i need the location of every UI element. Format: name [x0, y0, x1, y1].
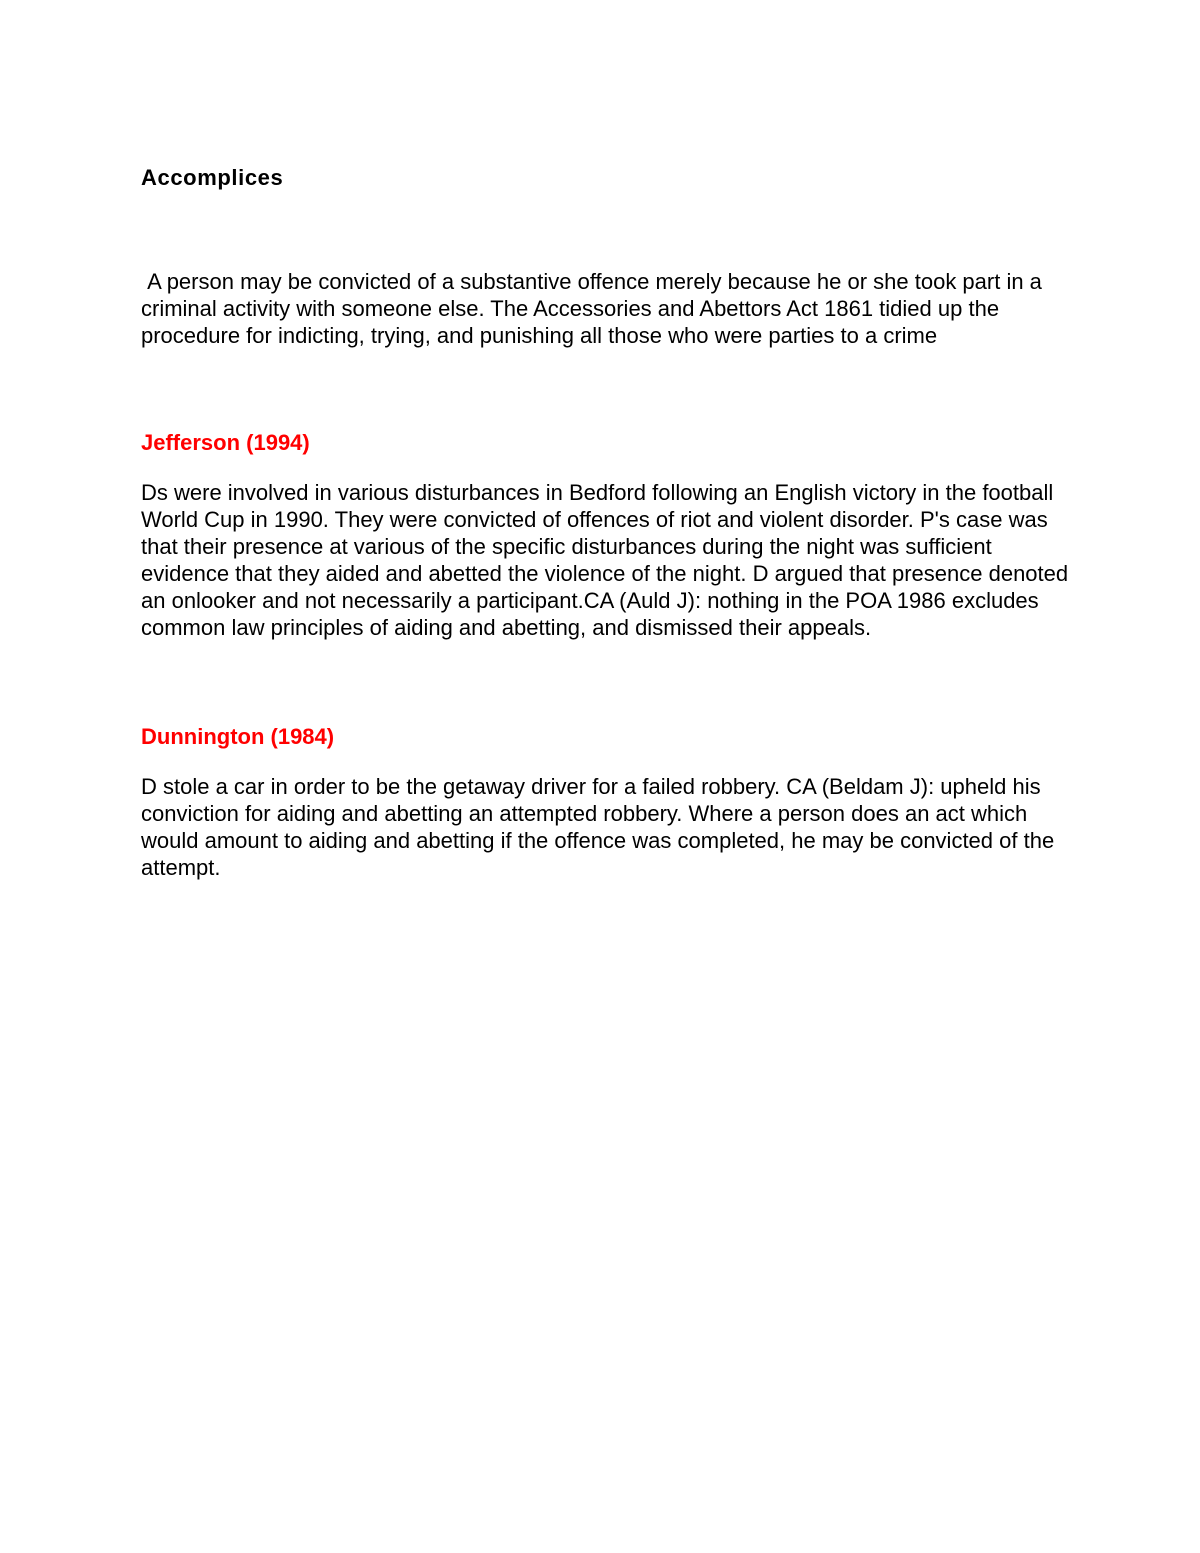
case-summary: Ds were involved in various disturbances in Bedford following an English victory in the football World Cup in 1990. They were convicted of offences of riot and violent disorder. P's case was that their presence at various of the specific disturbances during the night was sufficient evidence that they aided and abetted the violence of the night. D argued that presence denoted an onlooker and not necessarily a participant.CA (Auld J): nothing in the POA 1986 excludes common law principles of aiding and abetting, and dismissed their appeals.	[141, 480, 1069, 640]
document-title: Accomplices	[141, 165, 284, 190]
case-summary: D stole a car in order to be the getaway driver for a failed robbery. CA (Beldam J): upheld his conviction for aiding and abetting an attempted robbery. Where a person does an act which would amount to aiding and abetting if the offence was completed, he may be convicted of the attempt.	[141, 774, 1055, 880]
case-heading: Dunnington (1984)	[141, 724, 335, 749]
intro-paragraph: A person may be convicted of a substantive offence merely because he or she took part in a criminal activity with someone else. The Accessories and Abettors Act 1861 tidied up the procedure for indicting, trying, and punishing all those who were parties to a crime	[141, 269, 1049, 348]
case-entry-jefferson	[141, 429, 1071, 641]
case-heading: Jefferson (1994)	[141, 430, 310, 455]
document-content	[141, 164, 1071, 881]
case-entry-dunnington	[141, 723, 1071, 881]
